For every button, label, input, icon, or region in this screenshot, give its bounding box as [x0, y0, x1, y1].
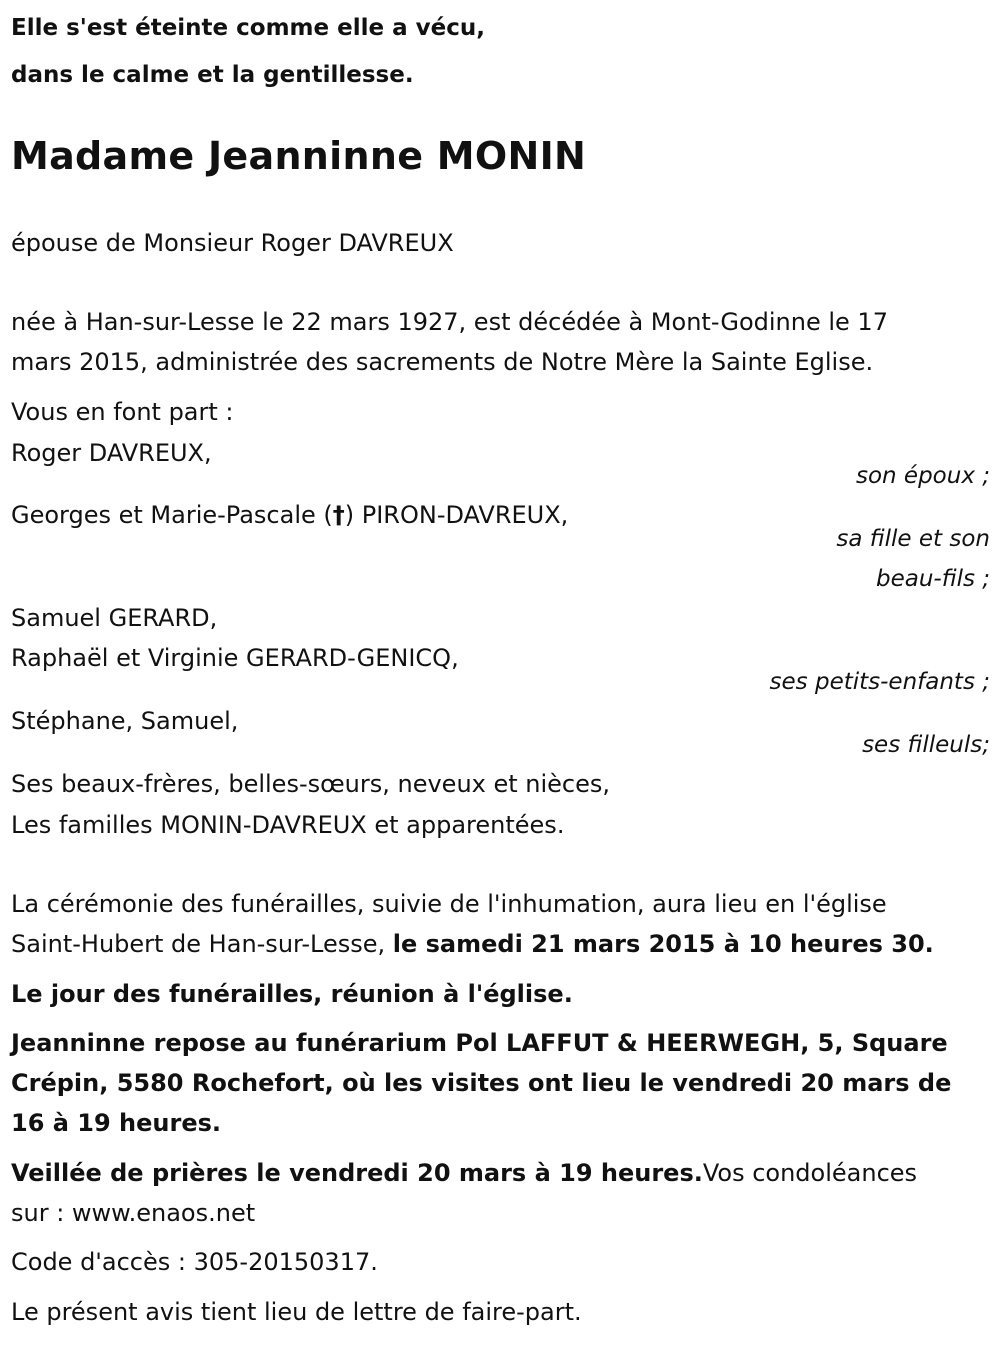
spouse-line: épouse de Monsieur Roger DAVREUX	[11, 229, 454, 257]
deceased-name: Madame Jeanninne MONIN	[11, 134, 587, 178]
in-laws: Ses beaux-frères, belles-sœurs, neveux et nièces,	[11, 770, 611, 798]
family-daughter	[11, 499, 568, 531]
daughter-text-after: ) PIRON-DAVREUX,	[344, 501, 569, 529]
vigil-line	[11, 1157, 917, 1189]
condolences-site: sur : www.enaos.net	[11, 1199, 256, 1227]
faire-part-notice: Le présent avis tient lieu de lettre de faire-part.	[11, 1298, 582, 1326]
family-intro: Vous en font part :	[11, 398, 234, 426]
cross-icon: †	[332, 501, 345, 529]
bio-line-2: mars 2015, administrée des sacrements de Notre Mère la Sainte Eglise.	[11, 348, 874, 376]
families: Les familles MONIN-DAVREUX et apparentées.	[11, 811, 565, 839]
daughter-relation-line-1: sa fille et son	[836, 526, 990, 552]
grandchild-1: Samuel GERARD,	[11, 604, 218, 632]
spouse-relation: son époux ;	[855, 463, 990, 489]
funeral-line-2	[11, 928, 934, 960]
godchildren-relation: ses filleuls;	[862, 732, 990, 758]
repose-line-2: Crépin, 5580 Rochefort, où les visites ont lieu le vendredi 20 mars de	[11, 1069, 952, 1097]
quote-line-2: dans le calme et la gentillesse.	[11, 62, 414, 88]
repose-line-1: Jeanninne repose au funérarium Pol LAFFUT & HEERWEGH, 5, Square	[11, 1029, 948, 1057]
vigil-text: Veillée de prières le vendredi 20 mars à 19 heures.	[11, 1159, 703, 1187]
family-spouse: Roger DAVREUX,	[11, 439, 212, 467]
bio-line-1: née à Han-sur-Lesse le 22 mars 1927, est décédée à Mont-Godinne le 17	[11, 308, 888, 336]
grandchild-2: Raphaël et Virginie GERARD-GENICQ,	[11, 644, 459, 672]
funeral-location: Saint-Hubert de Han-sur-Lesse,	[11, 930, 393, 958]
access-code: Code d'accès : 305-20150317.	[11, 1248, 378, 1276]
quote-line-1: Elle s'est éteinte comme elle a vécu,	[11, 15, 485, 41]
funeral-meeting: Le jour des funérailles, réunion à l'église.	[11, 980, 573, 1008]
funeral-line-1: La cérémonie des funérailles, suivie de l'inhumation, aura lieu en l'église	[11, 890, 887, 918]
daughter-relation-line-2: beau-fils ;	[875, 566, 990, 592]
grandchildren-relation: ses petits-enfants ;	[769, 669, 990, 695]
funeral-datetime: le samedi 21 mars 2015 à 10 heures 30.	[392, 930, 934, 958]
daughter-text-before: Georges et Marie-Pascale (	[11, 501, 333, 529]
condolences-text: Vos condoléances	[702, 1159, 918, 1187]
repose-line-3: 16 à 19 heures.	[11, 1109, 222, 1137]
godchildren: Stéphane, Samuel,	[11, 707, 239, 735]
